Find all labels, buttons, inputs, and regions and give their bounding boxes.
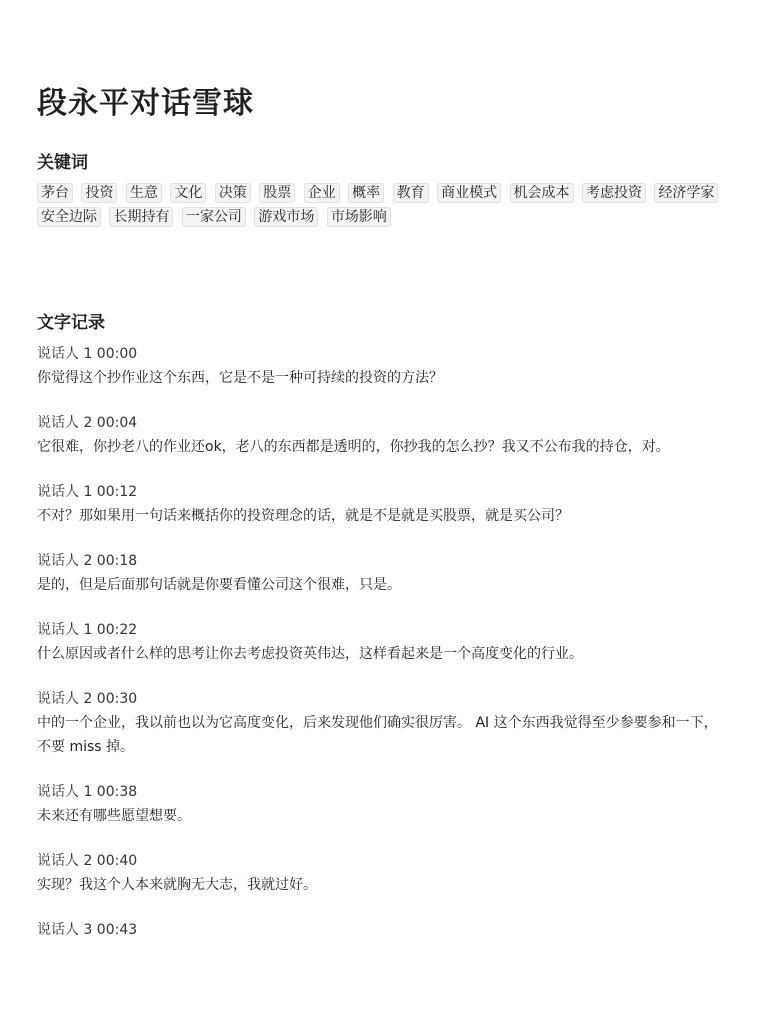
utterance-text: 什么原因或者什么样的思考让你去考虑投资英伟达，这样看起来是一个高度变化的行业。 (37, 646, 583, 662)
keyword-tag[interactable]: 生意 (126, 183, 162, 203)
keyword-tag[interactable]: 考虑投资 (582, 183, 646, 203)
keyword-tag[interactable]: 长期持有 (109, 207, 173, 227)
transcript-entry (37, 687, 728, 759)
keyword-tag[interactable]: 投资 (81, 183, 117, 203)
transcript-entry (37, 780, 728, 828)
speaker-timestamp: 说话人 2 00:18 (37, 553, 138, 569)
keyword-tag[interactable]: 市场影响 (327, 207, 391, 227)
keyword-tag[interactable]: 商业模式 (437, 183, 501, 203)
keywords-heading: 关键词 (37, 153, 88, 173)
utterance-text: 中的一个企业，我以前也以为它高度变化，后来发现他们确实很厉害。 AI 这个东西我觉得至少参要参和一下，不要 miss 掉。 (37, 715, 718, 755)
speaker-timestamp: 说话人 2 00:30 (37, 691, 138, 707)
utterance-text: 是的，但是后面那句话就是你要看懂公司这个很难，只是。 (37, 577, 401, 593)
transcript-entry (37, 342, 728, 390)
keyword-tag[interactable]: 机会成本 (510, 183, 574, 203)
utterance-text: 它很难，你抄老八的作业还ok，老八的东西都是透明的，你抄我的怎么抄？我又不公布我的持仓，对。 (37, 439, 670, 455)
speaker-timestamp: 说话人 1 00:22 (37, 622, 138, 638)
keyword-tag[interactable]: 经济学家 (654, 183, 718, 203)
transcript-entry (37, 849, 728, 897)
keyword-tag[interactable]: 茅台 (37, 183, 73, 203)
utterance-text: 不对？那如果用一句话来概括你的投资理念的话，就是不是就是买股票，就是买公司？ (37, 508, 569, 524)
transcript-entry (37, 411, 728, 459)
keyword-tag[interactable]: 企业 (304, 183, 340, 203)
keyword-list (37, 181, 728, 229)
keyword-tag[interactable]: 股票 (259, 183, 295, 203)
keyword-tag[interactable]: 安全边际 (37, 207, 101, 227)
keyword-tag[interactable]: 教育 (393, 183, 429, 203)
transcript-entry (37, 618, 728, 666)
speaker-timestamp: 说话人 3 00:43 (37, 922, 138, 938)
speaker-timestamp: 说话人 1 00:12 (37, 484, 138, 500)
transcript-list (37, 342, 728, 942)
speaker-timestamp: 说话人 2 00:04 (37, 415, 138, 431)
keyword-tag[interactable]: 决策 (215, 183, 251, 203)
transcript-heading: 文字记录 (37, 313, 105, 333)
keyword-tag[interactable]: 一家公司 (182, 207, 246, 227)
keyword-tag[interactable]: 概率 (348, 183, 384, 203)
transcript-entry (37, 480, 728, 528)
keyword-tag[interactable]: 游戏市场 (254, 207, 318, 227)
page-title: 段永平对话雪球 (37, 86, 254, 121)
transcript-entry (37, 918, 728, 942)
utterance-text: 实现？我这个人本来就胸无大志，我就过好。 (37, 877, 317, 893)
speaker-timestamp: 说话人 2 00:40 (37, 853, 138, 869)
utterance-text: 未来还有哪些愿望想要。 (37, 808, 191, 824)
keyword-tag[interactable]: 文化 (170, 183, 206, 203)
speaker-timestamp: 说话人 1 00:38 (37, 784, 138, 800)
transcript-entry (37, 549, 728, 597)
speaker-timestamp: 说话人 1 00:00 (37, 346, 138, 362)
utterance-text: 你觉得这个抄作业这个东西，它是不是一种可持续的投资的方法？ (37, 370, 443, 386)
